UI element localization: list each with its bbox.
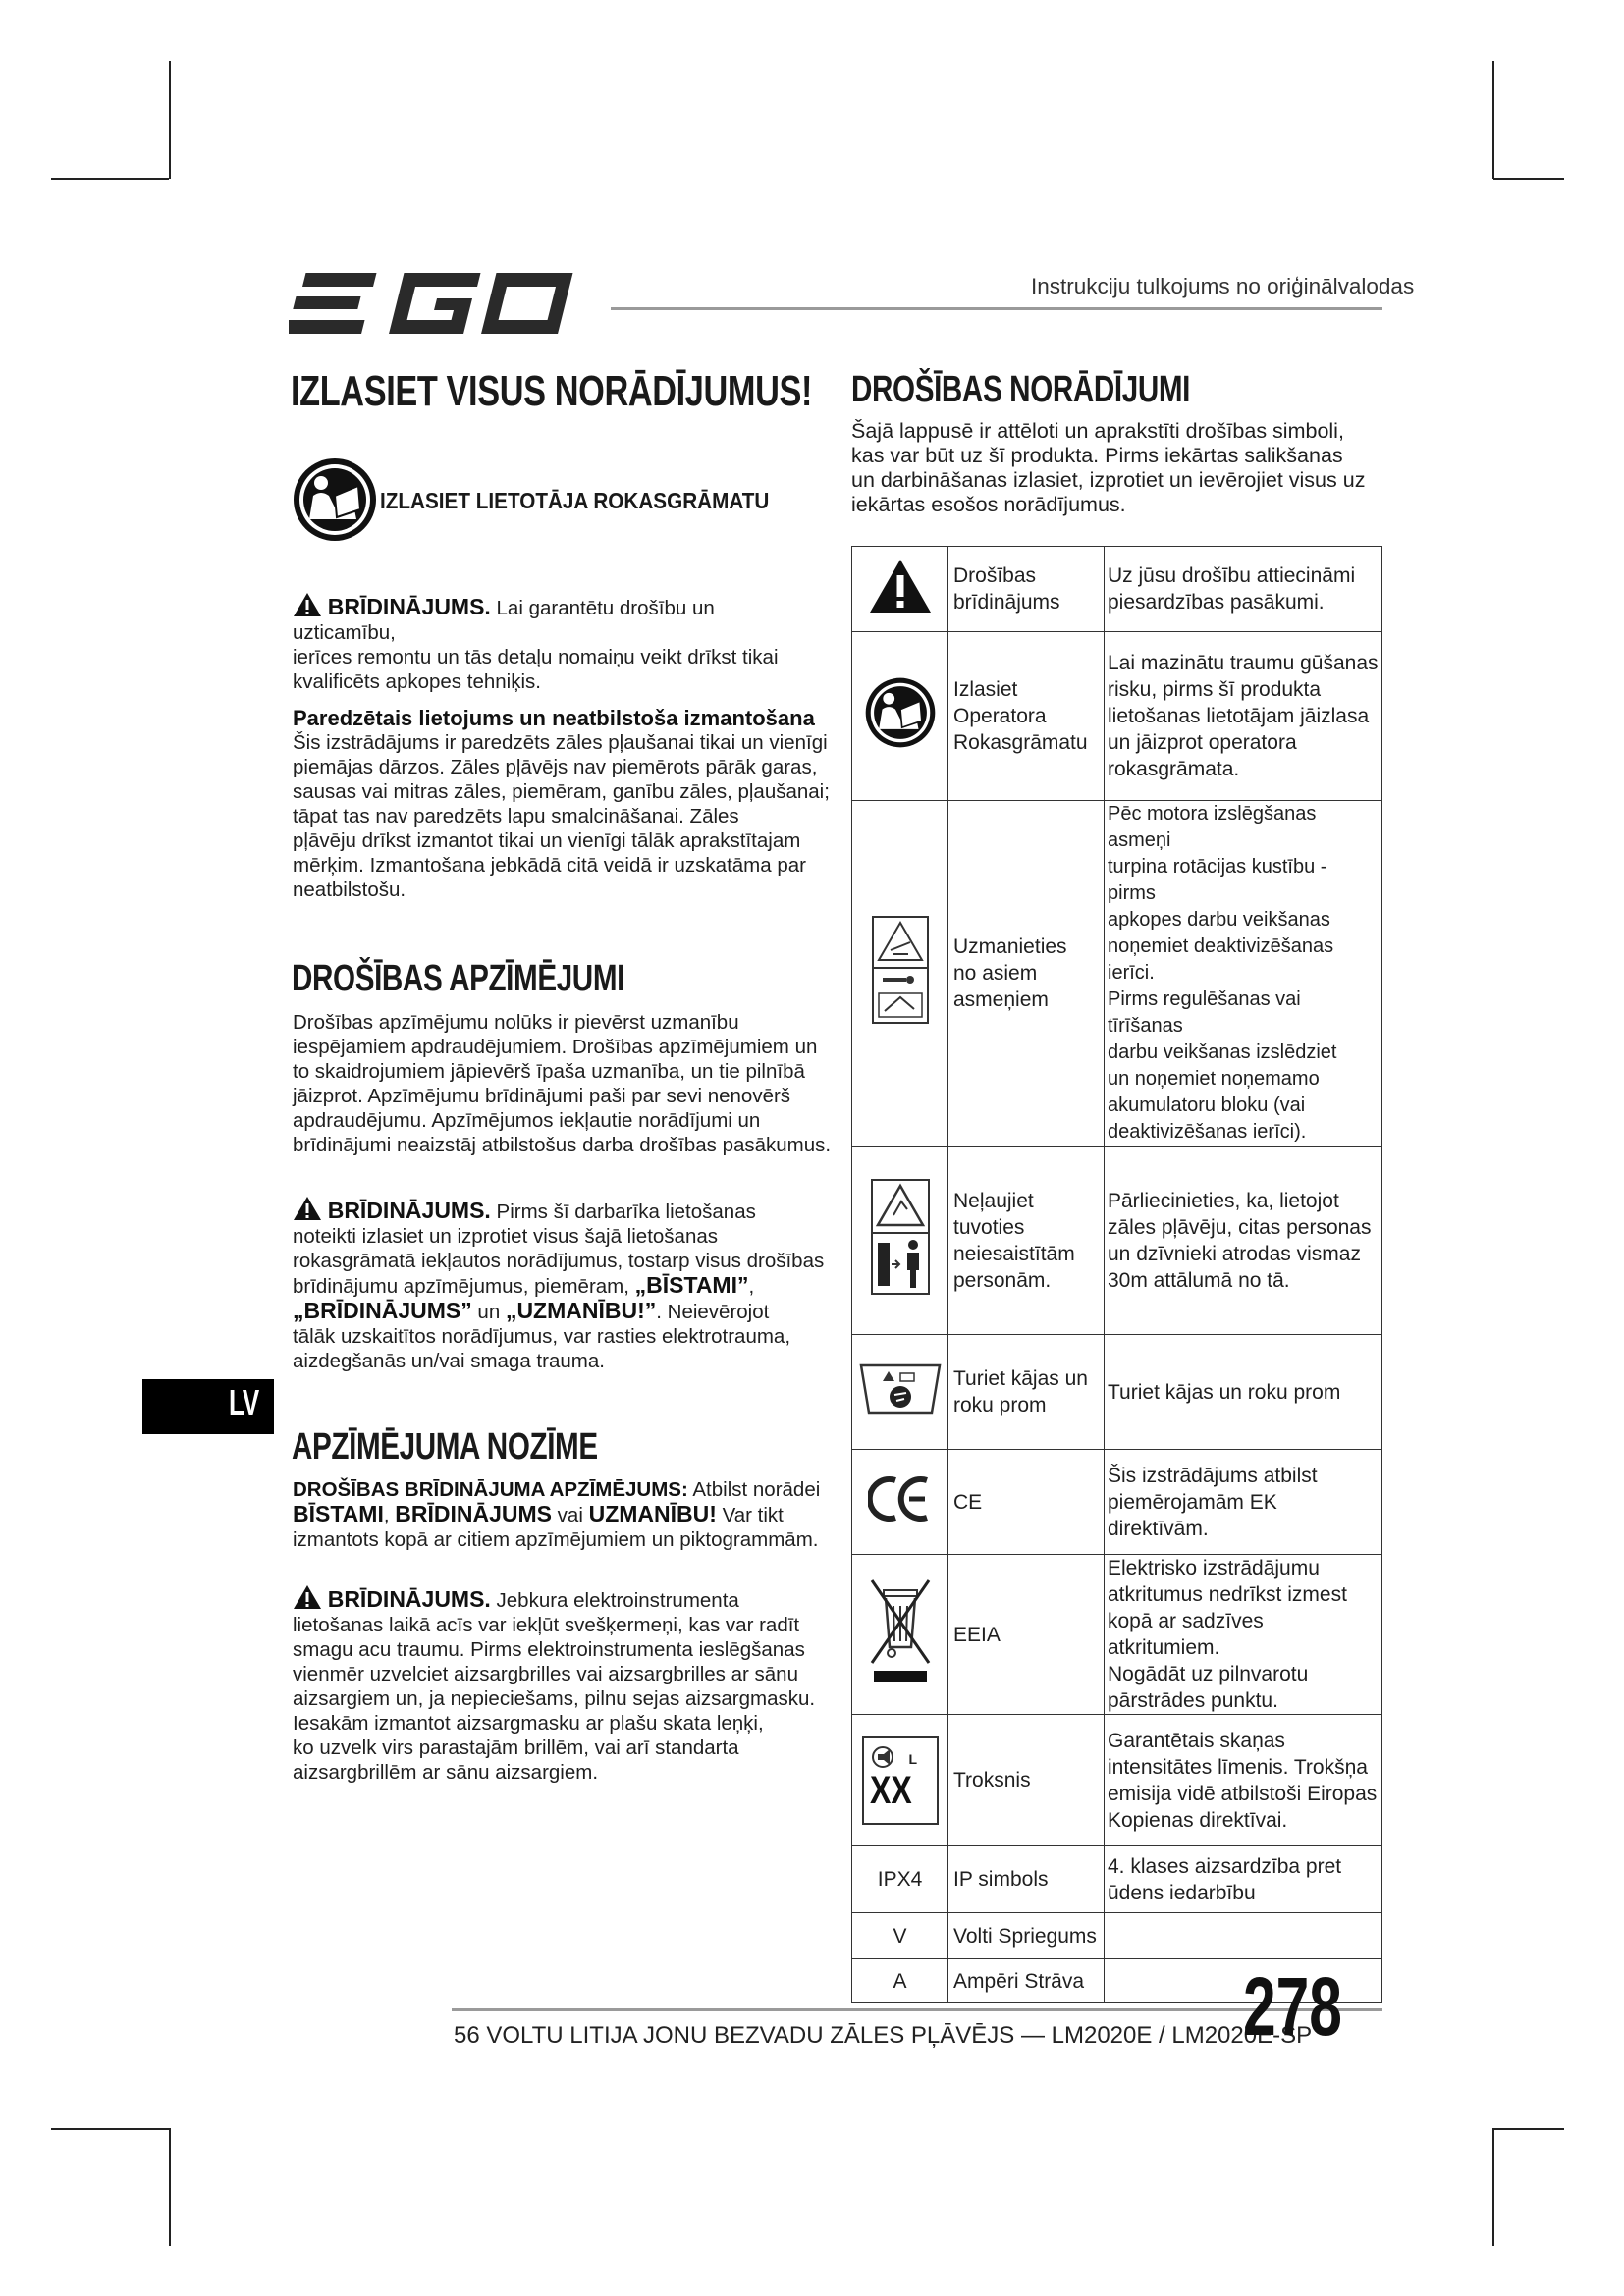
text-line: izmantots kopā ar citiem apzīmējumiem un piktogrammām. [293, 1528, 819, 1551]
ego-logo [289, 271, 583, 336]
ce-mark-icon [868, 1474, 933, 1523]
language-tab-label: LV [229, 1382, 260, 1422]
cell-text: intensitātes līmenis. Trokšņa [1108, 1755, 1368, 1779]
cell-text: Uz jūsu drošību attiecināmi [1108, 564, 1356, 587]
warning-paragraph [293, 1196, 842, 1373]
text-line: rokasgrāmatā iekļautos norādījumus, tostarp visus drošības [293, 1250, 825, 1272]
text-line: Atbilst norādei [687, 1478, 821, 1501]
text-line: Šis izstrādājums ir paredzēts zāles pļaušanai tikai un vienīgi [293, 731, 828, 754]
text-line: tāpat tas nav paredzēts lapu smalcināšanai. Zāles [293, 805, 739, 828]
read-manual-label: IZLASIET LIETOTĀJA ROKASGRĀMATU [380, 488, 770, 513]
main-title: IZLASIET VISUS NORĀDĪJUMUS! [291, 367, 813, 415]
safety-instructions-intro [851, 419, 1382, 517]
cell-text: Drošības [953, 564, 1037, 587]
cell-text: Pēc motora izslēgšanas asmeņi [1108, 803, 1317, 851]
cell-text: pārstrādes punktu. [1108, 1689, 1278, 1712]
cell-text: Izlasiet [953, 678, 1018, 701]
warning-paragraph [293, 1584, 842, 1785]
cell-text: Uzmanieties [953, 935, 1067, 958]
cell-text: emisija vidē atbilstoši Eiropas [1108, 1782, 1378, 1805]
warning-triangle-icon [868, 558, 933, 614]
text-line: mērķim. Izmantošana jebkādā citā veidā ir uzskatāma par [293, 854, 806, 877]
text-line: neatbilstošu. [293, 879, 406, 901]
cell-text: CE [953, 1490, 983, 1514]
cell-text: deaktivizēšanas ierīci). [1108, 1121, 1307, 1143]
warning-label: BRĪDINĀJUMS. [327, 1586, 491, 1612]
text-line: noteikti izlasiet un izprotiet visus šajā lietošanas [293, 1225, 718, 1248]
text-line: ierīces remontu un tās detaļu nomaiņu veikt drīkst tikai [293, 646, 779, 668]
translation-note: Instrukciju tulkojums no oriģinālvalodas [1031, 274, 1415, 298]
cell-text: Šis izstrādājums atbilst [1108, 1464, 1318, 1487]
table-row [852, 1913, 1382, 1959]
text-line: piemājas dārzos. Zāles pļāvējs nav piemērots pārāk garas, [293, 756, 818, 778]
table-row [852, 1715, 1382, 1846]
text-line: Šajā lappusē ir attēloti un aprakstīti drošības simboli, [851, 419, 1344, 443]
footer-product-title: 56 VOLTU LITIJA JONU BEZVADU ZĀLES PĻĀVĒJS — LM2020E / LM2020E-SP [454, 2022, 1313, 2049]
cell-text: rokasgrāmata. [1108, 758, 1240, 780]
table-row [852, 632, 1382, 801]
cell-text: un noņemiet noņemamo [1108, 1068, 1320, 1090]
text-line: lietošanas laikā acīs var iekļūt svešķermeņi, kas var radīt [293, 1614, 800, 1636]
cell-text: Nogādāt uz pilnvarotu [1108, 1663, 1309, 1685]
symbol-meaning-text [293, 1477, 852, 1552]
crop-mark [1493, 178, 1564, 180]
cell-text: tuvoties [953, 1215, 1025, 1239]
cell-text: EEIA [953, 1623, 1001, 1646]
text-line: Pirms šī darbarīka lietošanas [496, 1201, 756, 1223]
warning-triangle-icon [293, 1584, 322, 1610]
crop-mark [1492, 2128, 1494, 2246]
noise-level-placeholder: XX [869, 1768, 912, 1812]
cell-text: asmeņiem [953, 988, 1049, 1011]
noise-icon: L XX [862, 1736, 939, 1825]
cell-text: Rokasgrāmatu [953, 731, 1088, 754]
blade-caution-icon [871, 915, 930, 1025]
text-line: sausas vai mitras zāles, piemēram, ganību zāles, pļaušanai; [293, 780, 830, 803]
cell-text: 4. klases aizsardzība pret [1108, 1854, 1342, 1878]
cell-text: Elektrisko izstrādājumu [1108, 1557, 1320, 1579]
warning-triangle-icon [293, 1196, 322, 1221]
table-row [852, 1147, 1382, 1335]
text-line: jāizprot. Apzīmējumu brīdinājumi paši par sevi nenovērš [293, 1085, 791, 1107]
text-line: apdraudējumu. Apzīmējumos iekļautie norādījumi un [293, 1109, 761, 1132]
ip-rating-symbol: IPX4 [852, 1846, 948, 1913]
cell-text: kopā ar sadzīves atkritumiem. [1108, 1610, 1264, 1659]
text-line: , [748, 1275, 755, 1298]
weee-bin-icon [868, 1576, 933, 1686]
cell-text: risku, pirms šī produkta [1108, 678, 1322, 701]
crop-mark [169, 2128, 171, 2246]
text-line: un [471, 1301, 506, 1323]
crop-mark [169, 61, 171, 179]
cell-text: Volti Spriegums [953, 1924, 1097, 1948]
cell-text: Pārliecinieties, ka, lietojot [1108, 1189, 1339, 1212]
text-line: iekārtas esošos norādījumus. [851, 493, 1126, 516]
text-line: tālāk uzskaitītos norādījumus, var rasties elektrotrauma, [293, 1325, 791, 1348]
read-manual-icon [864, 676, 937, 749]
warning-label: BRĪDINĀJUMS. [327, 594, 491, 619]
text-line: aizsargbrillēm ar sānu aizsargiem. [293, 1761, 599, 1784]
text-line: Iesakām izmantot aizsargmasku ar plašu skata leņķi, [293, 1712, 764, 1735]
hands-feet-icon [859, 1362, 942, 1416]
page-number: 278 [1243, 1960, 1342, 2053]
text-line: iespējamiem apdraudējumiem. Drošības apzīmējumiem un [293, 1036, 818, 1058]
cell-text: roku prom [953, 1394, 1047, 1416]
intended-use-section [293, 706, 842, 902]
header-divider [611, 307, 1382, 310]
cell-text: Ampēri Strāva [953, 1969, 1085, 1993]
text-line: ko uzvelk virs parastajām brillēm, vai arī standarta [293, 1736, 739, 1759]
read-manual-icon [292, 456, 378, 543]
section-title: DROŠĪBAS APZĪMĒJUMI [292, 958, 624, 999]
safety-symbols-table [851, 546, 1382, 2003]
section-title: DROŠĪBAS NORĀDĪJUMI [851, 369, 1191, 410]
cell-text: un dzīvnieki atrodas vismaz [1108, 1242, 1361, 1265]
cell-text: Garantētais skaņas [1108, 1729, 1285, 1752]
crop-mark [51, 2128, 169, 2130]
signal-word: „BĪSTAMI” [634, 1272, 749, 1298]
cell-text: Kopienas direktīvai. [1108, 1808, 1288, 1832]
cell-text: zāles pļāvēju, citas personas [1108, 1215, 1372, 1239]
table-row [852, 1846, 1382, 1913]
cell-text: Pirms regulēšanas vai tīrīšanas [1108, 988, 1301, 1037]
text-line: pļāvēju drīkst izmantot tikai un vienīgi tālāk aprakstītajam [293, 829, 801, 852]
cell-text: lietošanas lietotājam jāizlasa [1108, 705, 1370, 727]
text-line: Var tikt [716, 1504, 784, 1526]
text-line: vienmēr uzvelciet aizsargbrilles vai aizsargbrilles ar sānu [293, 1663, 798, 1685]
cell-text: Operatora [953, 705, 1047, 727]
cell-text: neiesaistītām [953, 1242, 1075, 1265]
text-line: aizsargiem un, ja nepieciešams, pilnu sejas aizsargmasku. [293, 1687, 816, 1710]
table-row [852, 1450, 1382, 1555]
cell-text: apkopes darbu veikšanas [1108, 909, 1330, 931]
volt-symbol: V [852, 1913, 948, 1959]
cell-text: Turiet kājas un [953, 1367, 1088, 1390]
cell-text: Troksnis [953, 1769, 1031, 1791]
safety-symbols-text [293, 1010, 842, 1157]
text-line: Lai garantētu drošību un uzticamību, [293, 597, 715, 644]
cell-text: personām. [953, 1268, 1052, 1292]
cell-text: ūdens iedarbību [1108, 1881, 1256, 1904]
crop-mark [51, 178, 169, 180]
cell-text: brīdinājums [953, 591, 1060, 614]
text-line: aizdegšanās un/vai smaga trauma. [293, 1350, 605, 1372]
signal-word: „BRĪDINĀJUMS” [293, 1298, 472, 1323]
text-line: un darbināšanas izlasiet, izprotiet un ievērojiet visus uz [851, 468, 1366, 492]
cell-text: Lai mazinātu traumu gūšanas [1108, 652, 1379, 674]
signal-word: BĪSTAMI [293, 1501, 384, 1526]
cell-text: Turiet kājas un roku prom [1108, 1380, 1341, 1404]
cell-text: no asiem [953, 962, 1038, 985]
cell-text: piemērojamām EK direktīvām. [1108, 1490, 1277, 1540]
cell-text: piesardzības pasākumi. [1108, 591, 1325, 614]
text-line: brīdinājumi neaizstāj atbilstošus darba drošības pasākumus. [293, 1134, 832, 1156]
bold-lead: DROŠĪBAS BRĪDINĀJUMA APZĪMĒJUMS: [293, 1478, 688, 1501]
text-line: , [383, 1504, 396, 1526]
cell-text: IP simbols [953, 1868, 1049, 1891]
text-line: brīdinājumu apzīmējumus, piemēram, [293, 1275, 635, 1298]
table-row [852, 1335, 1382, 1450]
table-row [852, 547, 1382, 632]
cell-text: 30m attālumā no tā. [1108, 1268, 1290, 1292]
section-title: APZĪMĒJUMA NOZĪME [292, 1426, 598, 1468]
table-row [852, 1555, 1382, 1715]
warning-triangle-icon [293, 592, 322, 617]
text-line: . Neievērojot [656, 1301, 770, 1323]
text-line: to skaidrojumiem jāpievērš īpaša uzmanība, un tie pilnībā [293, 1060, 805, 1083]
cell-text: Neļaujiet [953, 1189, 1034, 1212]
cell-text: akumulatoru bloku (vai [1108, 1095, 1306, 1116]
warning-label: BRĪDINĀJUMS. [327, 1198, 491, 1223]
text-line: kas var būt uz šī produkta. Pirms iekārtas salikšanas [851, 444, 1343, 467]
cell-text: noņemiet deaktivizēšanas ierīci. [1108, 935, 1334, 984]
text-line: vai [551, 1504, 589, 1526]
section-heading: Paredzētais lietojums un neatbilstoša izmantošana [293, 706, 815, 730]
cell-text: turpina rotācijas kustību - pirms [1108, 856, 1327, 904]
text-line: smagu acu traumu. Pirms elektroinstrumenta ieslēgšanas [293, 1638, 805, 1661]
text-line: Drošības apzīmējumu nolūks ir pievērst uzmanību [293, 1011, 739, 1034]
signal-word: „UZMANĪBU!” [505, 1298, 657, 1323]
crop-mark [1492, 61, 1494, 179]
table-row [852, 801, 1382, 1147]
signal-word: BRĪDINĀJUMS [395, 1501, 552, 1526]
text-line: Jebkura elektroinstrumenta [496, 1589, 739, 1612]
cell-text: un jāizprot operatora [1108, 731, 1297, 754]
ampere-symbol: A [852, 1959, 948, 2003]
signal-word: UZMANĪBU! [588, 1501, 717, 1526]
warning-paragraph [293, 592, 823, 694]
cell-text: darbu veikšanas izslēdziet [1108, 1041, 1337, 1063]
text-line: kvalificēts apkopes tehniķis. [293, 670, 541, 693]
bystander-icon [870, 1178, 931, 1296]
crop-mark [1493, 2128, 1564, 2130]
cell-text: atkritumus nedrīkst izmest [1108, 1583, 1347, 1606]
